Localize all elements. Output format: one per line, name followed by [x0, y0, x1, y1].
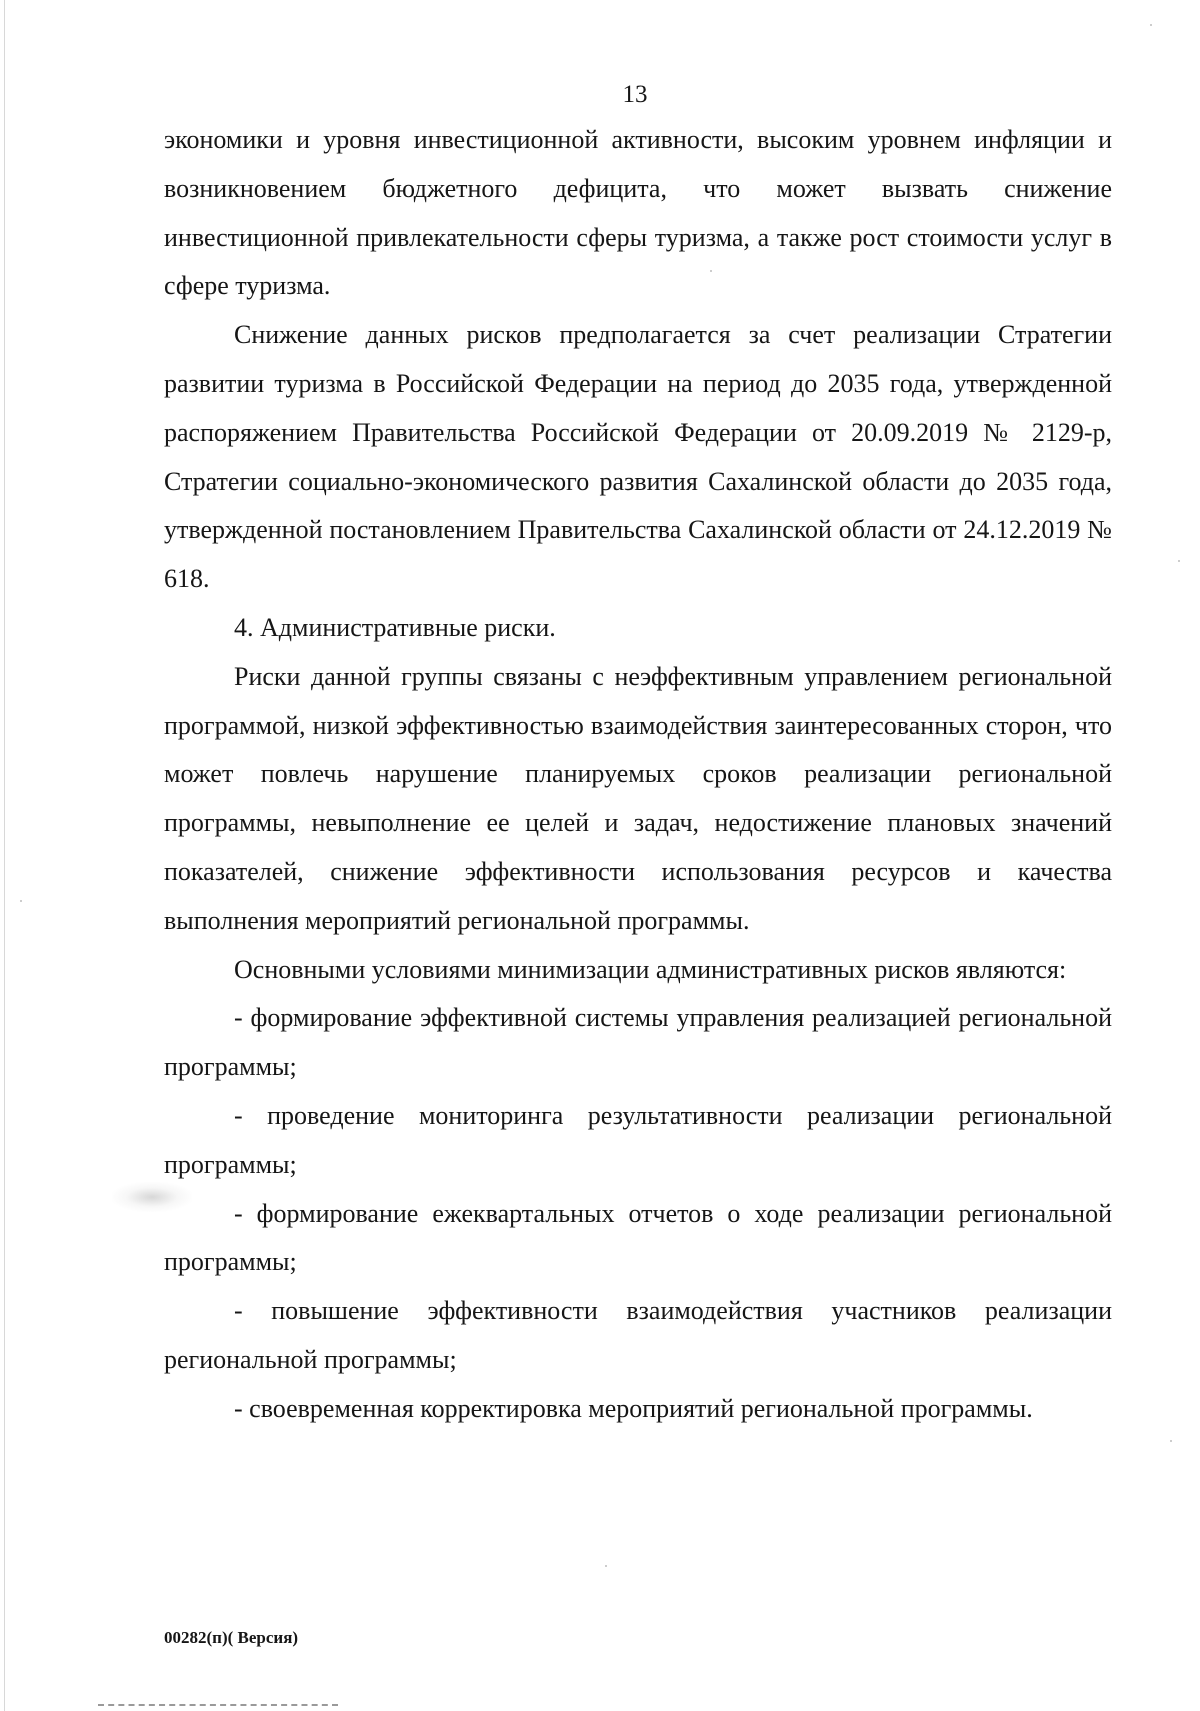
scan-speck	[1150, 24, 1152, 26]
list-item: - формирование ежеквартальных отчетов о ходе реализации региональной программы;	[164, 1198, 1112, 1277]
document-code: 00282(п)( Версия)	[164, 1628, 299, 1647]
paragraph-administrative-risks: Риски данной группы связаны с неэффективным управлением региональной программой, низкой эффективностью взаимодействия заинтересованных сторон, что может повлечь нарушение планируемых сроков реализации региональной программы, невыполнение ее целей и задач, недостижение плановых значений показателей, снижение эффективности использования ресурсов и качества выполнения мероприятий региональной программы.	[164, 661, 1112, 935]
paragraph-risk-reduction: Снижение данных рисков предполагается за счет реализации Стратегии развитии туризма в Российской Федерации на период до 2035 года, утвержденной распоряжением Правительства Российской Федерации от 20.09.2019 № 2129-р, Стратегии социально-экономического развития Сахалинской области до 2035 года, утвержденной постановлением Правительства Сахалинской области от 24.12.2019 № 618.	[164, 320, 1112, 594]
section-heading-administrative-risks: 4. Административные риски.	[234, 612, 556, 642]
bottom-edge-line	[98, 1704, 338, 1706]
document-body	[164, 116, 1112, 1434]
page-number: 13	[622, 81, 648, 108]
scan-smudge	[112, 1182, 192, 1212]
scan-speck	[20, 900, 22, 902]
list-item: - проведение мониторинга результативности реализации региональной программы;	[164, 1100, 1112, 1179]
page-edge-line	[4, 0, 5, 1711]
paragraph-economic-risks-end: экономики и уровня инвестиционной активности, высоким уровнем инфляции и возникновением бюджетного дефицита, что может вызвать снижение инвестиционной привлекательности сферы туризма, а также рост стоимости услуг в сфере туризма.	[164, 125, 1112, 301]
paragraph-minimization-conditions: Основными условиями минимизации административных рисков являются:	[234, 954, 1067, 984]
scan-speck	[1178, 560, 1180, 562]
list-item: - формирование эффективной системы управления реализацией региональной программы;	[164, 1003, 1112, 1082]
scan-speck	[605, 1565, 607, 1567]
scan-speck	[1170, 1440, 1172, 1442]
list-item: - своевременная корректировка мероприятий региональной программы.	[234, 1393, 1033, 1423]
list-item: - повышение эффективности взаимодействия участников реализации региональной программы;	[164, 1296, 1112, 1374]
scan-speck	[710, 270, 712, 272]
